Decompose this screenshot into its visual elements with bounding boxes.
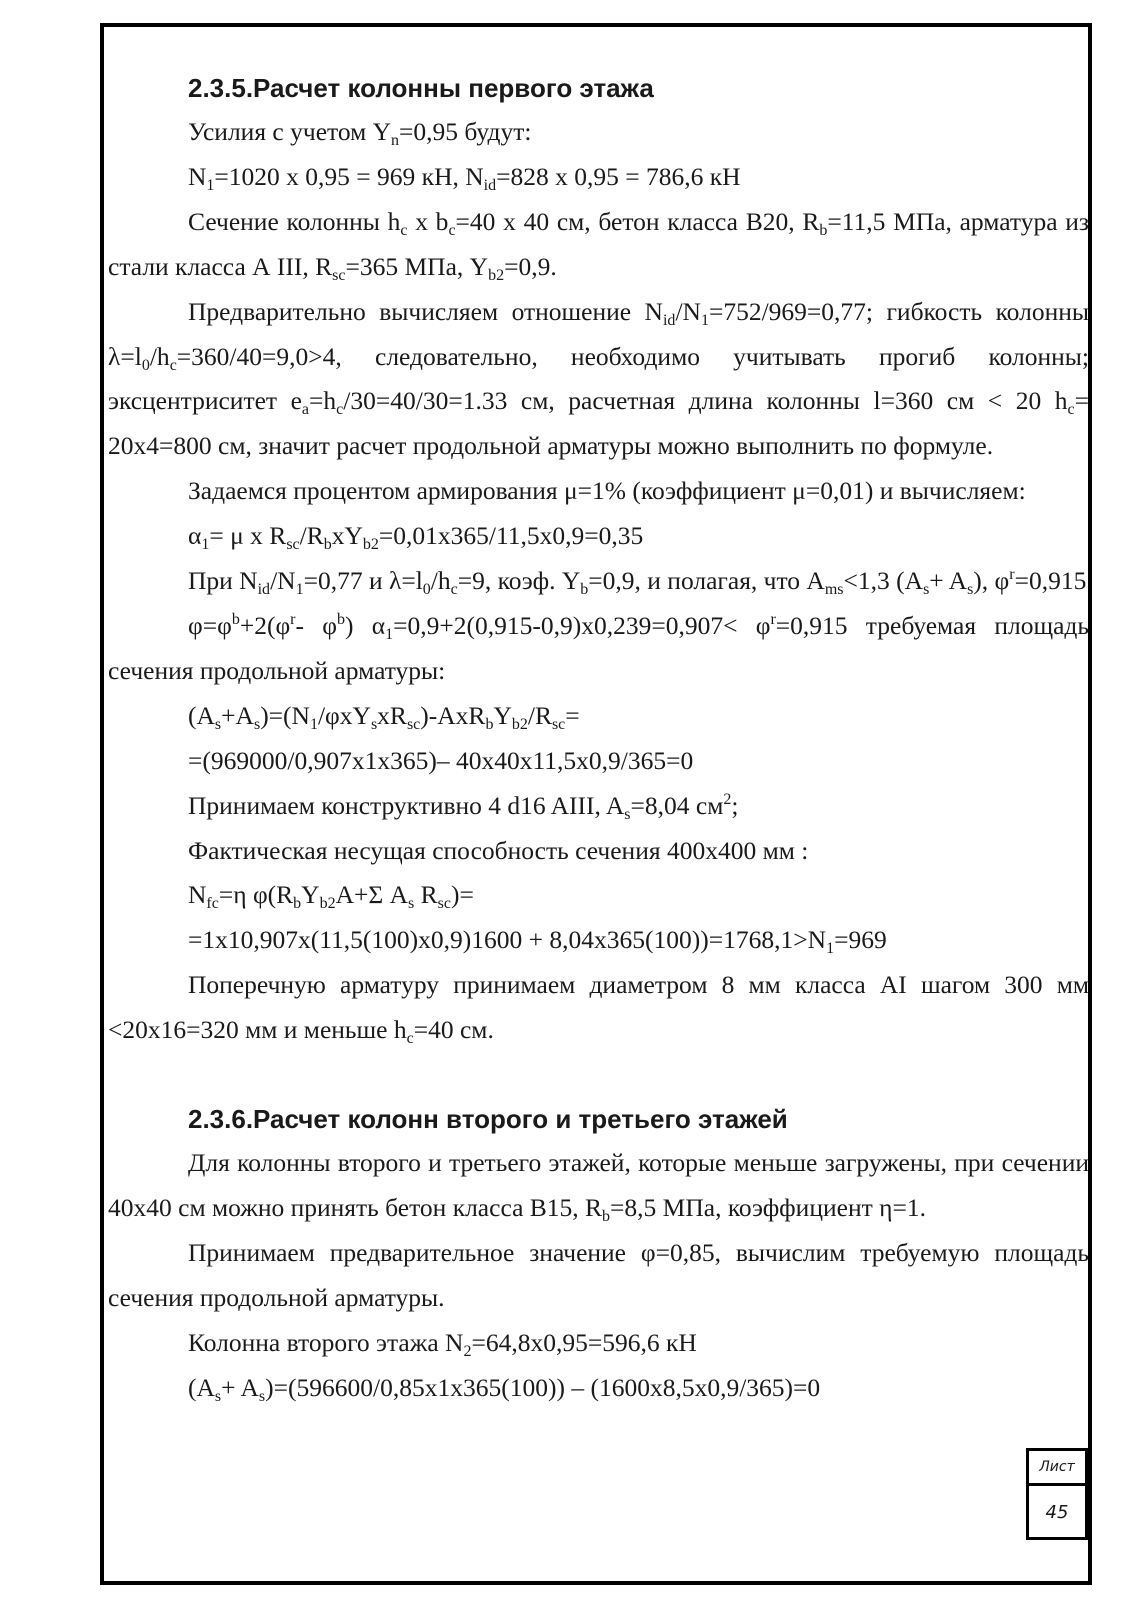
subscript: c [169, 356, 177, 374]
subscript: s [214, 715, 222, 733]
paragraph: Сечение колонны $h_c$ х $b_c=40$ х 40 см, бетон класса В20, $R_b=11,5$ МПа, арматура из стали класса А III, $R_{sc}=365$ МПа, $Y_{b2}=0,9$. [108, 206, 1089, 284]
paragraph: $\varphi=\varphi^b+2(\varphi^r-$ $\varphi^b$) $\alpha_1=0,9+2(0,915-0,9)х0,239=0,907< \varphi^r=0,915$ требуемая площадь сечения продольной арматуры: [108, 610, 1090, 685]
paragraph: Задаемся процентом армирования μ=1% (коэффициент μ=0,01) и вычисляем: [188, 476, 1026, 506]
subscript: s [624, 805, 631, 823]
subscript: 2 [463, 1342, 472, 1360]
paragraph: Принимаем предварительное значение φ=0,85, вычислим требуемую площадь сечения продольной арматуры. [108, 1237, 1089, 1312]
subscript: b2 [319, 895, 336, 913]
subscript: b [293, 895, 302, 913]
subscript: sc [286, 536, 300, 554]
superscript: r [290, 610, 296, 628]
formula-line: $=1х10,907х(11,5(100)х0,9)1600 + 8,04х365(100))=1768,1>N_1=969$ [188, 925, 887, 958]
paragraph: Усилия с учетом $Y_n=0,95$ будут: [188, 117, 532, 149]
paragraph: Фактическая несущая способность сечения 400х400 мм : [188, 835, 809, 865]
sheet-stamp [1026, 1448, 1088, 1540]
superscript: r [1009, 566, 1015, 584]
formula-line: Колонна второго этажа $N_2=64,8х0,95=596,6$ кН [188, 1327, 697, 1360]
subscript: b [602, 1207, 611, 1225]
subscript: b2 [488, 266, 505, 284]
subscript: id [662, 311, 676, 329]
subscript: b [819, 221, 828, 239]
subscript: sc [437, 895, 451, 913]
subscript: s [253, 715, 261, 733]
formula-line: $\alpha_1= \mu$ х $R_{sc}/R_bхY_{b2}=0,01х365/11,5х0,9=0,35$ [188, 521, 644, 554]
subscript: c [406, 1030, 414, 1048]
subscript: 1 [309, 715, 318, 733]
subscript: 1 [385, 625, 394, 643]
subscript: sc [406, 715, 421, 733]
superscript: 2 [723, 790, 732, 808]
paragraph: При $N_{id}/N_1=0,77$ и $\lambda=l_0/h_c=9$, коэф. $Y_b=0,9$, и полагая, что $A_{ms}<1,3$ $(A_s+ A_s)$, $\varphi^r=0,915$ [188, 566, 1087, 599]
subscript: 1 [826, 940, 835, 958]
subscript: 1 [201, 536, 210, 554]
subscript: ms [824, 581, 844, 599]
subscript: s [923, 581, 930, 599]
paragraph: Предварительно вычисляем отношение $N_{id}/N_1=752/969=0,77$; гибкость колонны $\lambda=l_0/h_c=360/40=9,0>4$, следовательно, необходимо учитывать прогиб колонны; эксцентриситет $e_a=h_c/30=40/30=1.33$ см, расчетная длина колонны l=360 см < 20 $h_c= 20х4=800$ см, значит расчет продольной арматуры можно выполнить по формуле. [108, 296, 1089, 461]
subscript: sc [551, 715, 566, 733]
section-heading-2-3-6: 2.3.6.Расчет колонн второго и третьего этажей [188, 1104, 788, 1135]
superscript: b [336, 610, 345, 628]
sheet-number: 45 [1045, 1502, 1069, 1523]
paragraph: Принимаем конструктивно 4 d16 AIII, $A_s=8,04$ $см^2$; [188, 790, 739, 823]
paragraph: Поперечную арматуру принимаем диаметром 8 мм класса AI шагом 300 мм <20х16=320 мм и меньше $h_c=40$ см. [108, 970, 1089, 1048]
subscript: b2 [362, 536, 379, 554]
section-heading-2-3-5: 2.3.5.Расчет колонны первого этажа [188, 73, 654, 103]
subscript: s [258, 1387, 266, 1405]
subscript: sc [332, 266, 346, 284]
subscript: c [448, 221, 456, 239]
subscript: n [391, 132, 400, 149]
subscript: c [336, 401, 344, 419]
subscript: b [485, 715, 494, 733]
subscript: 1 [295, 581, 304, 599]
subscript: fc [206, 895, 219, 913]
subscript: b2 [511, 715, 528, 733]
paragraph: Для колонны второго и третьего этажей, которые меньше загружены, при сечении 40х40 см можно принять бетон класса В15, $R_b=8,5$ МПа, коэффициент η=1. [108, 1148, 1089, 1225]
subscript: c [1067, 401, 1075, 419]
subscript: c [400, 221, 408, 239]
subscript: 1 [700, 311, 709, 329]
formula-line: $N_1=1020$ х 0,95 = 969 кН, $N_{id}=828$ х 0,95 = 786,6 кН [188, 161, 741, 194]
subscript: s [214, 1387, 222, 1405]
formula-line: $(A_s+ A_s)=(596600/0,85х1х365(100)) - (1600х8,5х0,9/365)=0$ [188, 1372, 821, 1405]
subscript: c [450, 581, 458, 599]
document-body [108, 66, 1093, 1410]
superscript: r [770, 610, 776, 628]
subscript: id [257, 581, 271, 599]
subscript: 0 [422, 581, 431, 599]
subscript: b [323, 536, 332, 554]
formula-line: =(969000/0,907х1х365)– 40х40х11,5х0,9/365=0 [188, 745, 694, 775]
subscript: s [370, 715, 378, 733]
subscript: id [483, 176, 497, 194]
formula-line: $(A_s+A_s)=(N_1/\varphi хY_sхR_{sc})-AхR_bY_{b2}/R_{sc}=$ [188, 700, 580, 733]
subscript: s [408, 895, 415, 913]
formula-line: $N_{fc}=\eta$ $\varphi(R_bY_{b2}A+\Sigma$ $A_s$ $R_{sc})=$ [188, 880, 474, 913]
subscript: s [967, 581, 974, 599]
section-gap [108, 1053, 1093, 1097]
superscript: b [231, 610, 240, 628]
subscript: a [301, 401, 310, 419]
subscript: 1 [206, 176, 215, 194]
sheet-label: Лист [1029, 1451, 1085, 1486]
subscript: 0 [141, 356, 150, 374]
subscript: b [580, 581, 589, 599]
